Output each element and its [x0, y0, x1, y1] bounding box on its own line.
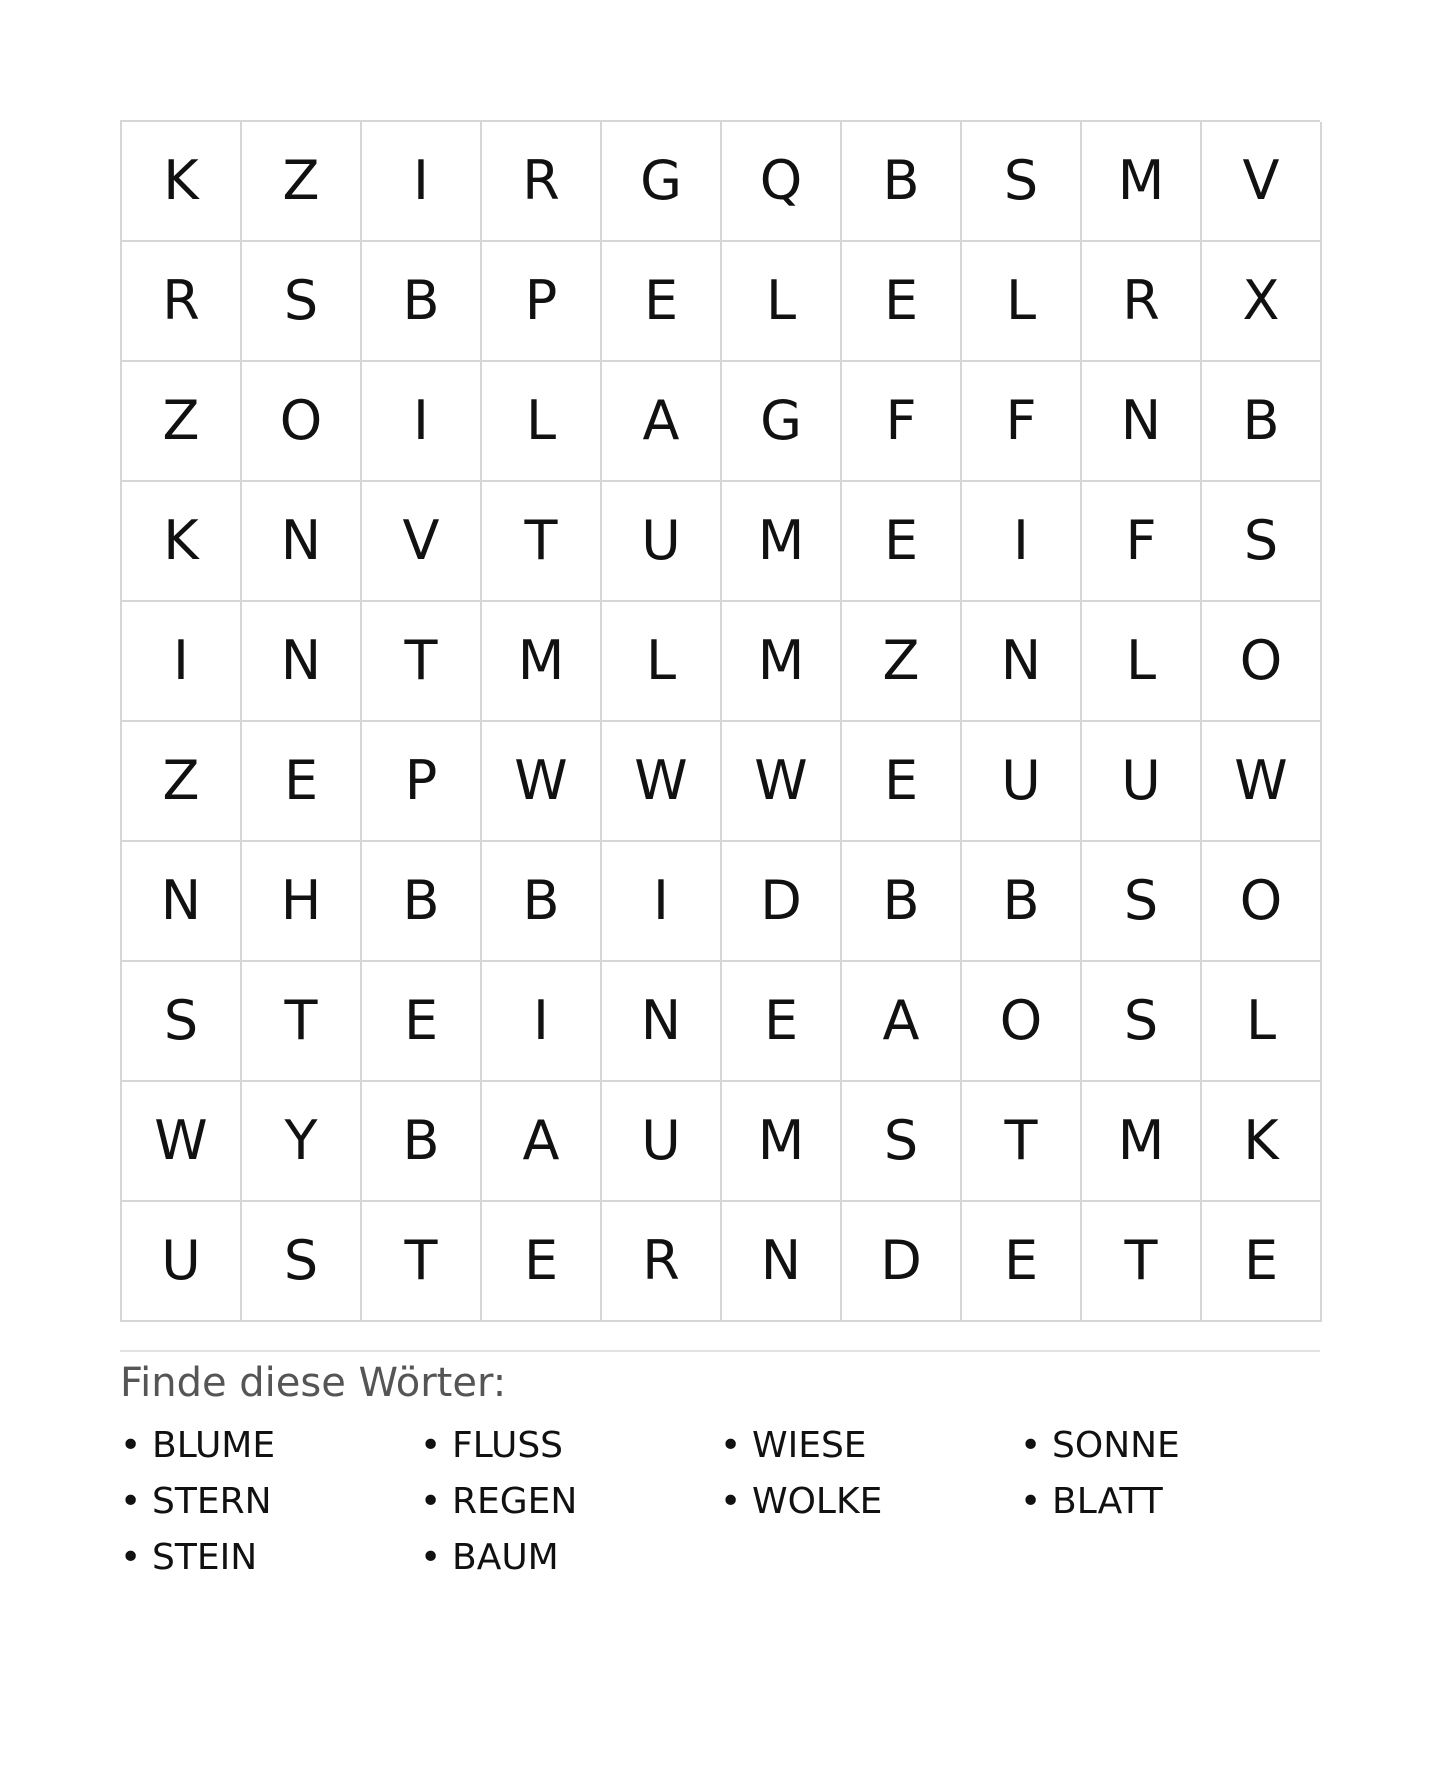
grid-cell[interactable]: E [362, 962, 482, 1082]
grid-cell[interactable]: T [242, 962, 362, 1082]
word-label: FLUSS [452, 1425, 564, 1466]
grid-cell[interactable]: U [962, 722, 1082, 842]
bullet-icon: • [120, 1481, 142, 1522]
word-list-item [1020, 1418, 1320, 1474]
grid-cell[interactable]: E [482, 1202, 602, 1322]
bullet-icon: • [420, 1537, 442, 1578]
grid-cell[interactable]: G [602, 122, 722, 242]
word-list-title: Finde diese Wörter: [120, 1360, 507, 1406]
grid-cell[interactable]: B [842, 842, 962, 962]
grid-cell[interactable]: F [842, 362, 962, 482]
grid-cell[interactable]: I [122, 602, 242, 722]
grid-cell[interactable]: M [722, 482, 842, 602]
grid-cell[interactable]: E [602, 242, 722, 362]
grid-cell[interactable]: V [362, 482, 482, 602]
grid-cell[interactable]: S [1202, 482, 1322, 602]
bullet-icon: • [420, 1425, 442, 1466]
grid-cell[interactable]: W [122, 1082, 242, 1202]
grid-cell[interactable]: P [362, 722, 482, 842]
grid-cell[interactable]: U [602, 482, 722, 602]
grid-cell[interactable]: F [1082, 482, 1202, 602]
word-list-item [420, 1530, 720, 1586]
grid-cell[interactable]: E [842, 482, 962, 602]
grid-cell[interactable]: N [602, 962, 722, 1082]
grid-cell[interactable]: N [242, 482, 362, 602]
word-label: SONNE [1052, 1425, 1180, 1466]
grid-cell[interactable]: Y [242, 1082, 362, 1202]
grid-cell[interactable]: T [1082, 1202, 1202, 1322]
grid-cell[interactable]: L [962, 242, 1082, 362]
grid-cell[interactable]: B [842, 122, 962, 242]
grid-cell[interactable]: U [122, 1202, 242, 1322]
grid-cell[interactable]: N [122, 842, 242, 962]
grid-cell[interactable]: A [602, 362, 722, 482]
grid-cell[interactable]: R [482, 122, 602, 242]
letter-grid [120, 120, 1320, 1322]
word-label: WIESE [752, 1425, 867, 1466]
grid-cell[interactable]: O [242, 362, 362, 482]
grid-cell[interactable]: E [722, 962, 842, 1082]
grid-cell[interactable]: S [242, 1202, 362, 1322]
grid-cell[interactable]: N [242, 602, 362, 722]
grid-cell[interactable]: N [962, 602, 1082, 722]
grid-cell[interactable]: F [962, 362, 1082, 482]
word-list-item [120, 1530, 420, 1586]
grid-cell[interactable]: I [362, 362, 482, 482]
grid-cell[interactable]: U [1082, 722, 1202, 842]
grid-cell[interactable]: W [1202, 722, 1322, 842]
grid-cell[interactable]: T [962, 1082, 1082, 1202]
grid-cell[interactable]: L [602, 602, 722, 722]
grid-cell[interactable]: O [1202, 602, 1322, 722]
grid-cell[interactable]: T [482, 482, 602, 602]
grid-cell[interactable]: E [842, 722, 962, 842]
grid-cell[interactable]: O [962, 962, 1082, 1082]
grid-cell[interactable]: O [1202, 842, 1322, 962]
grid-cell[interactable]: E [962, 1202, 1082, 1322]
bullet-icon: • [1020, 1481, 1042, 1522]
grid-cell[interactable]: L [482, 362, 602, 482]
grid-cell[interactable]: S [1082, 962, 1202, 1082]
grid-cell[interactable]: A [482, 1082, 602, 1202]
grid-cell[interactable]: W [722, 722, 842, 842]
grid-cell[interactable]: Q [722, 122, 842, 242]
grid-cell[interactable]: M [1082, 122, 1202, 242]
bullet-icon: • [420, 1481, 442, 1522]
word-list-item [420, 1418, 720, 1474]
grid-cell[interactable]: A [842, 962, 962, 1082]
grid-cell[interactable]: S [1082, 842, 1202, 962]
grid-cell[interactable]: D [722, 842, 842, 962]
word-label: WOLKE [752, 1481, 883, 1522]
word-label: REGEN [452, 1481, 578, 1522]
grid-cell[interactable]: G [722, 362, 842, 482]
grid-cell[interactable]: U [602, 1082, 722, 1202]
grid-cell[interactable]: S [122, 962, 242, 1082]
word-label: BAUM [452, 1537, 559, 1578]
word-list-item [720, 1418, 1020, 1474]
grid-cell[interactable]: T [362, 602, 482, 722]
grid-cell[interactable]: M [722, 602, 842, 722]
grid-cell[interactable]: B [962, 842, 1082, 962]
grid-cell[interactable]: I [962, 482, 1082, 602]
grid-cell[interactable]: B [362, 842, 482, 962]
grid-cell[interactable]: N [722, 1202, 842, 1322]
bullet-icon: • [120, 1425, 142, 1466]
grid-cell[interactable]: B [1202, 362, 1322, 482]
word-list [120, 1418, 1320, 1586]
word-label: BLUME [152, 1425, 276, 1466]
grid-cell[interactable]: R [1082, 242, 1202, 362]
bullet-icon: • [720, 1481, 742, 1522]
grid-cell[interactable]: B [362, 1082, 482, 1202]
grid-cell[interactable]: S [842, 1082, 962, 1202]
word-search-puzzle [120, 120, 1320, 1586]
grid-cell[interactable]: V [1202, 122, 1322, 242]
bullet-icon: • [120, 1537, 142, 1578]
grid-cell[interactable]: K [122, 122, 242, 242]
grid-cell[interactable]: E [1202, 1202, 1322, 1322]
grid-cell[interactable]: N [1082, 362, 1202, 482]
grid-cell[interactable]: Z [842, 602, 962, 722]
grid-cell[interactable]: B [482, 842, 602, 962]
grid-cell[interactable]: K [1202, 1082, 1322, 1202]
grid-cell[interactable]: Z [122, 362, 242, 482]
word-label: STERN [152, 1481, 272, 1522]
grid-cell[interactable]: D [842, 1202, 962, 1322]
grid-cell[interactable]: P [482, 242, 602, 362]
grid-cell[interactable]: L [1082, 602, 1202, 722]
grid-cell[interactable]: I [602, 842, 722, 962]
grid-cell[interactable]: L [1202, 962, 1322, 1082]
grid-cell[interactable]: R [122, 242, 242, 362]
divider [120, 1350, 1320, 1352]
word-list-item [120, 1474, 420, 1530]
grid-cell[interactable]: H [242, 842, 362, 962]
grid-cell[interactable]: W [602, 722, 722, 842]
grid-cell[interactable]: S [962, 122, 1082, 242]
bullet-icon: • [720, 1425, 742, 1466]
word-label: STEIN [152, 1537, 258, 1578]
word-list-item [1020, 1474, 1320, 1530]
grid-cell[interactable]: L [722, 242, 842, 362]
grid-cell[interactable]: M [722, 1082, 842, 1202]
bullet-icon: • [1020, 1425, 1042, 1466]
grid-cell[interactable]: M [482, 602, 602, 722]
grid-cell[interactable]: I [362, 122, 482, 242]
grid-cell[interactable]: K [122, 482, 242, 602]
word-list-item [720, 1474, 1020, 1530]
word-list-item [120, 1418, 420, 1474]
grid-cell[interactable]: W [482, 722, 602, 842]
word-list-item [420, 1474, 720, 1530]
grid-cell[interactable]: Z [242, 122, 362, 242]
grid-cell[interactable]: B [362, 242, 482, 362]
grid-cell[interactable]: Z [122, 722, 242, 842]
grid-cell[interactable]: T [362, 1202, 482, 1322]
grid-cell[interactable]: I [482, 962, 602, 1082]
grid-cell[interactable]: E [842, 242, 962, 362]
grid-cell[interactable]: R [602, 1202, 722, 1322]
grid-cell[interactable]: X [1202, 242, 1322, 362]
grid-cell[interactable]: M [1082, 1082, 1202, 1202]
word-label: BLATT [1052, 1481, 1163, 1522]
grid-cell[interactable]: S [242, 242, 362, 362]
grid-cell[interactable]: E [242, 722, 362, 842]
